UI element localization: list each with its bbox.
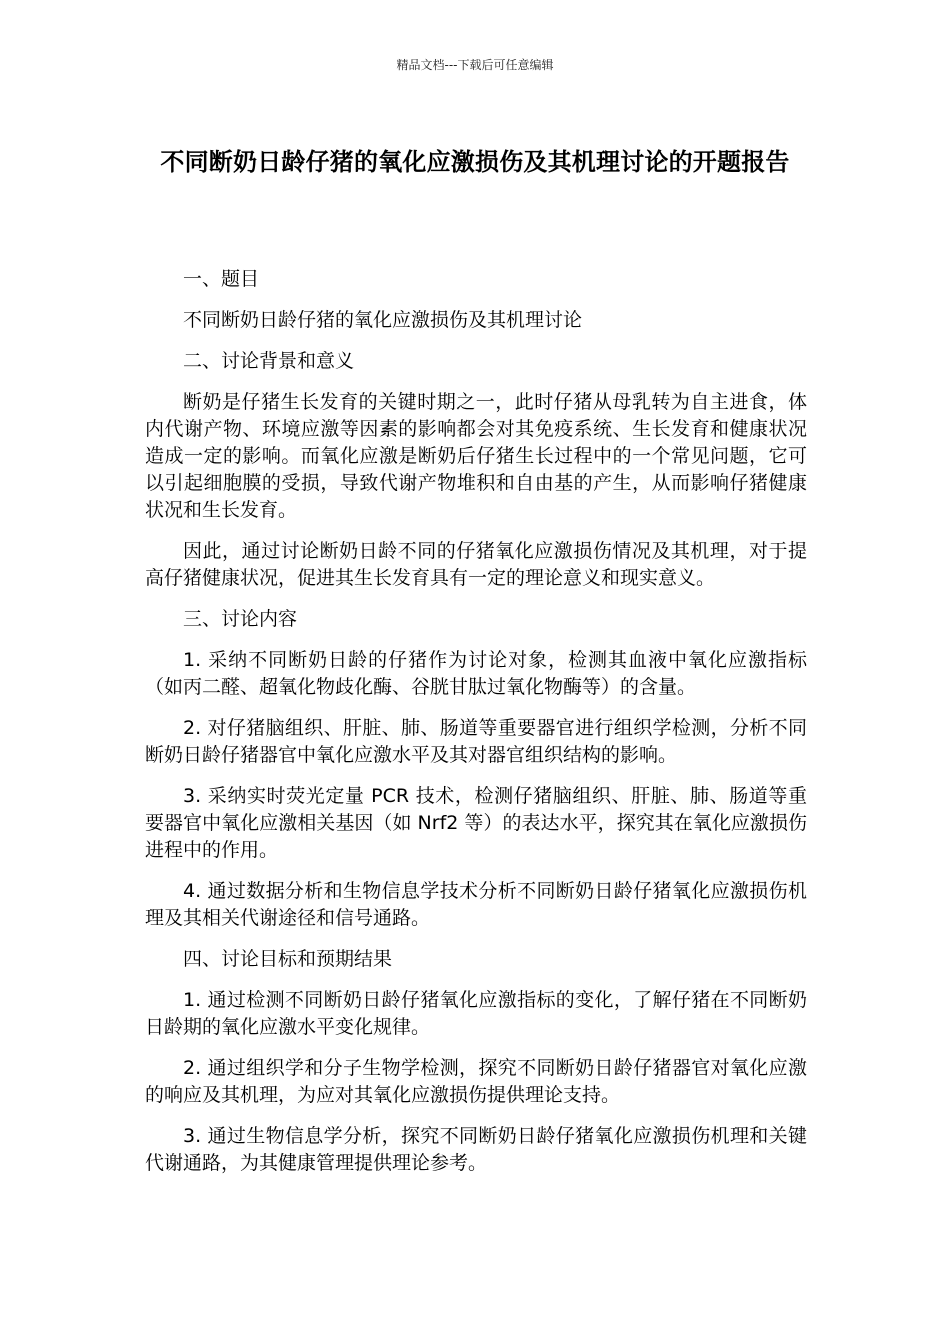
paragraph-content-3: 3. 采纳实时荧光定量 PCR 技术，检测仔猪脑组织、肝脏、肺、肠道等重要器官中氧化应激相关基因（如 Nrf2 等）的表达水平，探究其在氧化应激损伤进程中的作用。 (145, 785, 807, 861)
paragraph-goal-2: 2. 通过组织学和分子生物学检测，探究不同断奶日龄仔猪器官对氧化应激的响应及其机理，为应对其氧化应激损伤提供理论支持。 (145, 1057, 807, 1106)
paragraph-content-4: 4. 通过数据分析和生物信息学技术分析不同断奶日龄仔猪氧化应激损伤机理及其相关代谢途径和信号通路。 (145, 880, 807, 929)
header-note: 精品文档---下载后可任意编辑 (396, 58, 554, 72)
section-heading-background: 二、讨论背景和意义 (183, 350, 355, 372)
paragraph-background: 断奶是仔猪生长发育的关键时期之一，此时仔猪从母乳转为自主进食，体内代谢产物、环境应激等因素的影响都会对其免疫系统、生长发育和健康状况造成一定的影响。而氧化应激是断奶后仔猪生长过程中的一个常见问题，它可以引起细胞膜的受损，导致代谢产物堆积和自由基的产生，从而影响仔猪健康状况和生长发育。 (145, 391, 807, 521)
paragraph-goal-1: 1. 通过检测不同断奶日龄仔猪氧化应激指标的变化，了解仔猪在不同断奶日龄期的氧化应激水平变化规律。 (145, 989, 807, 1038)
document-body (145, 266, 807, 1191)
paragraph-goal-3: 3. 通过生物信息学分析，探究不同断奶日龄仔猪氧化应激损伤机理和关键代谢通路，为其健康管理提供理论参考。 (145, 1125, 807, 1174)
paragraph-content-2: 2. 对仔猪脑组织、肝脏、肺、肠道等重要器官进行组织学检测，分析不同断奶日龄仔猪器官中氧化应激水平及其对器官组织结构的影响。 (145, 717, 807, 766)
paragraph-topic: 不同断奶日龄仔猪的氧化应激损伤及其机理讨论 (183, 309, 583, 331)
section-heading-goals: 四、讨论目标和预期结果 (183, 948, 393, 970)
section-heading-topic: 一、题目 (183, 268, 260, 290)
section-heading-content: 三、讨论内容 (183, 608, 298, 630)
paragraph-content-1: 1. 采纳不同断奶日龄的仔猪作为讨论对象，检测其血液中氧化应激指标（如丙二醛、超氧化物歧化酶、谷胱甘肽过氧化物酶等）的含量。 (145, 649, 807, 698)
document-title: 不同断奶日龄仔猪的氧化应激损伤及其机理讨论的开题报告 (160, 148, 790, 176)
paragraph-significance: 因此，通过讨论断奶日龄不同的仔猪氧化应激损伤情况及其机理，对于提高仔猪健康状况，促进其生长发育具有一定的理论意义和现实意义。 (145, 540, 807, 589)
